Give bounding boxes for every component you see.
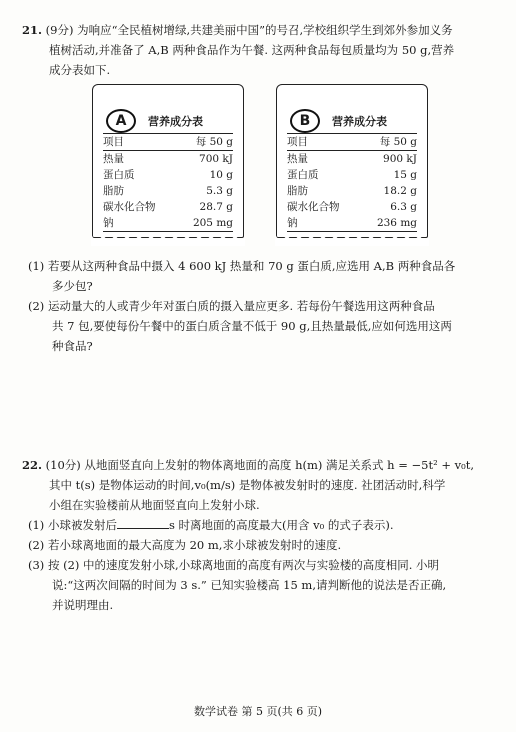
table-row bbox=[103, 151, 233, 167]
nutrition-table-a bbox=[103, 133, 233, 232]
q22-number: 22. bbox=[22, 458, 43, 472]
row-value: 5.3 g bbox=[206, 185, 233, 197]
table-row bbox=[103, 183, 233, 199]
q22-part-3-line-1: (3) 按 (2) 中的速度发射小球,小球离地面的高度有两次与实验楼的高度相同. 小明 bbox=[28, 558, 440, 572]
q21-intro-text: (9分) 为响应“全民植树增绿,共建美丽中国”的号召,学校组织学生到郊外参加义务 bbox=[45, 23, 453, 37]
nutrition-card-b bbox=[276, 84, 428, 238]
q22-line-1 bbox=[22, 455, 498, 475]
row-value: 236 mg bbox=[376, 217, 417, 229]
row-name: 钠 bbox=[103, 217, 114, 229]
q22-part-2: (2) 若小球离地面的最大高度为 20 m,求小球被发射时的速度. bbox=[28, 538, 342, 552]
row-value: 28.7 g bbox=[199, 201, 233, 213]
table-row bbox=[103, 199, 233, 215]
q22-part-1-pre: (1) 小球被发射后 bbox=[28, 518, 117, 532]
row-name: 热量 bbox=[103, 153, 124, 165]
row-value: 900 kJ bbox=[383, 153, 417, 165]
row-name: 蛋白质 bbox=[103, 169, 135, 181]
answer-blank[interactable] bbox=[117, 516, 169, 529]
header-item: 项目 bbox=[103, 136, 124, 148]
q22-part-3-line-2: 说:“这两次间隔的时间为 3 s.” 已知实验楼高 15 m,请判断他的说法是否正确, bbox=[52, 578, 447, 592]
q21-line-2: 植树活动,并准备了 A,B 两种食品作为午餐. 这两种食品每包质量均为 50 g,营养 bbox=[49, 43, 455, 57]
table-row bbox=[287, 167, 417, 183]
q21-part-1-line-1: (1) 若要从这两种食品中摄入 4 600 kJ 热量和 70 g 蛋白质,应选用 A,B 两种食品各 bbox=[28, 259, 456, 273]
badge-a: A bbox=[106, 109, 136, 133]
q21-line-1 bbox=[22, 20, 498, 40]
table-row bbox=[287, 215, 417, 232]
table-row bbox=[287, 151, 417, 167]
nutrition-table-b bbox=[287, 133, 417, 232]
table-a-header bbox=[103, 133, 233, 151]
q21-number: 21. bbox=[22, 23, 43, 37]
badge-b: B bbox=[290, 109, 320, 133]
q22-intro-text: (10分) 从地面竖直向上发射的物体离地面的高度 h(m) 满足关系式 h = −5t² + v₀t, bbox=[45, 458, 475, 472]
row-name: 脂肪 bbox=[287, 185, 308, 197]
q21-part-1-line-2: 多少包? bbox=[52, 279, 93, 293]
q22-part-1 bbox=[22, 515, 498, 535]
nutrition-card-a bbox=[92, 84, 244, 238]
row-value: 10 g bbox=[209, 169, 233, 181]
q21-sub-questions bbox=[22, 256, 498, 356]
row-name: 蛋白质 bbox=[287, 169, 319, 181]
table-row bbox=[287, 199, 417, 215]
row-name: 碳水化合物 bbox=[287, 201, 340, 213]
row-name: 钠 bbox=[287, 217, 298, 229]
q21-line-3: 成分表如下. bbox=[49, 63, 111, 77]
header-item: 项目 bbox=[287, 136, 308, 148]
table-b-header bbox=[287, 133, 417, 151]
card-b-title: 营养成分表 bbox=[332, 115, 387, 128]
header-per: 每 50 g bbox=[379, 136, 417, 148]
table-row bbox=[103, 167, 233, 183]
q22-line-3: 小组在实验楼前从地面竖直向上发射小球. bbox=[49, 498, 260, 512]
table-row bbox=[287, 183, 417, 199]
card-a-title: 营养成分表 bbox=[148, 115, 203, 128]
row-value: 18.2 g bbox=[383, 185, 417, 197]
row-name: 脂肪 bbox=[103, 185, 124, 197]
q22-line-2: 其中 t(s) 是物体运动的时间,v₀(m/s) 是物体被发射时的速度. 社团活动时,科学 bbox=[49, 478, 446, 492]
row-value: 700 kJ bbox=[199, 153, 233, 165]
q21-part-2-line-2: 共 7 包,要使每份午餐中的蛋白质含量不低于 90 g,且热量最低,应如何选用这两 bbox=[52, 319, 452, 333]
question-21 bbox=[22, 20, 498, 80]
row-value: 6.3 g bbox=[390, 201, 417, 213]
q21-part-2-line-3: 种食品? bbox=[52, 339, 93, 353]
row-value: 205 mg bbox=[192, 217, 233, 229]
row-name: 碳水化合物 bbox=[103, 201, 156, 213]
row-name: 热量 bbox=[287, 153, 308, 165]
row-value: 15 g bbox=[393, 169, 417, 181]
header-per: 每 50 g bbox=[195, 136, 233, 148]
table-row bbox=[103, 215, 233, 232]
question-22 bbox=[22, 455, 498, 615]
q21-part-2-line-1: (2) 运动量大的人或青少年对蛋白质的摄入量应更多. 若每份午餐选用这两种食品 bbox=[28, 299, 435, 313]
q22-part-3-line-3: 并说明理由. bbox=[52, 598, 114, 612]
page-footer: 数学试卷 第 5 页(共 6 页) bbox=[193, 705, 323, 718]
q22-part-1-post: s 时离地面的高度最大(用含 v₀ 的式子表示). bbox=[168, 518, 394, 532]
